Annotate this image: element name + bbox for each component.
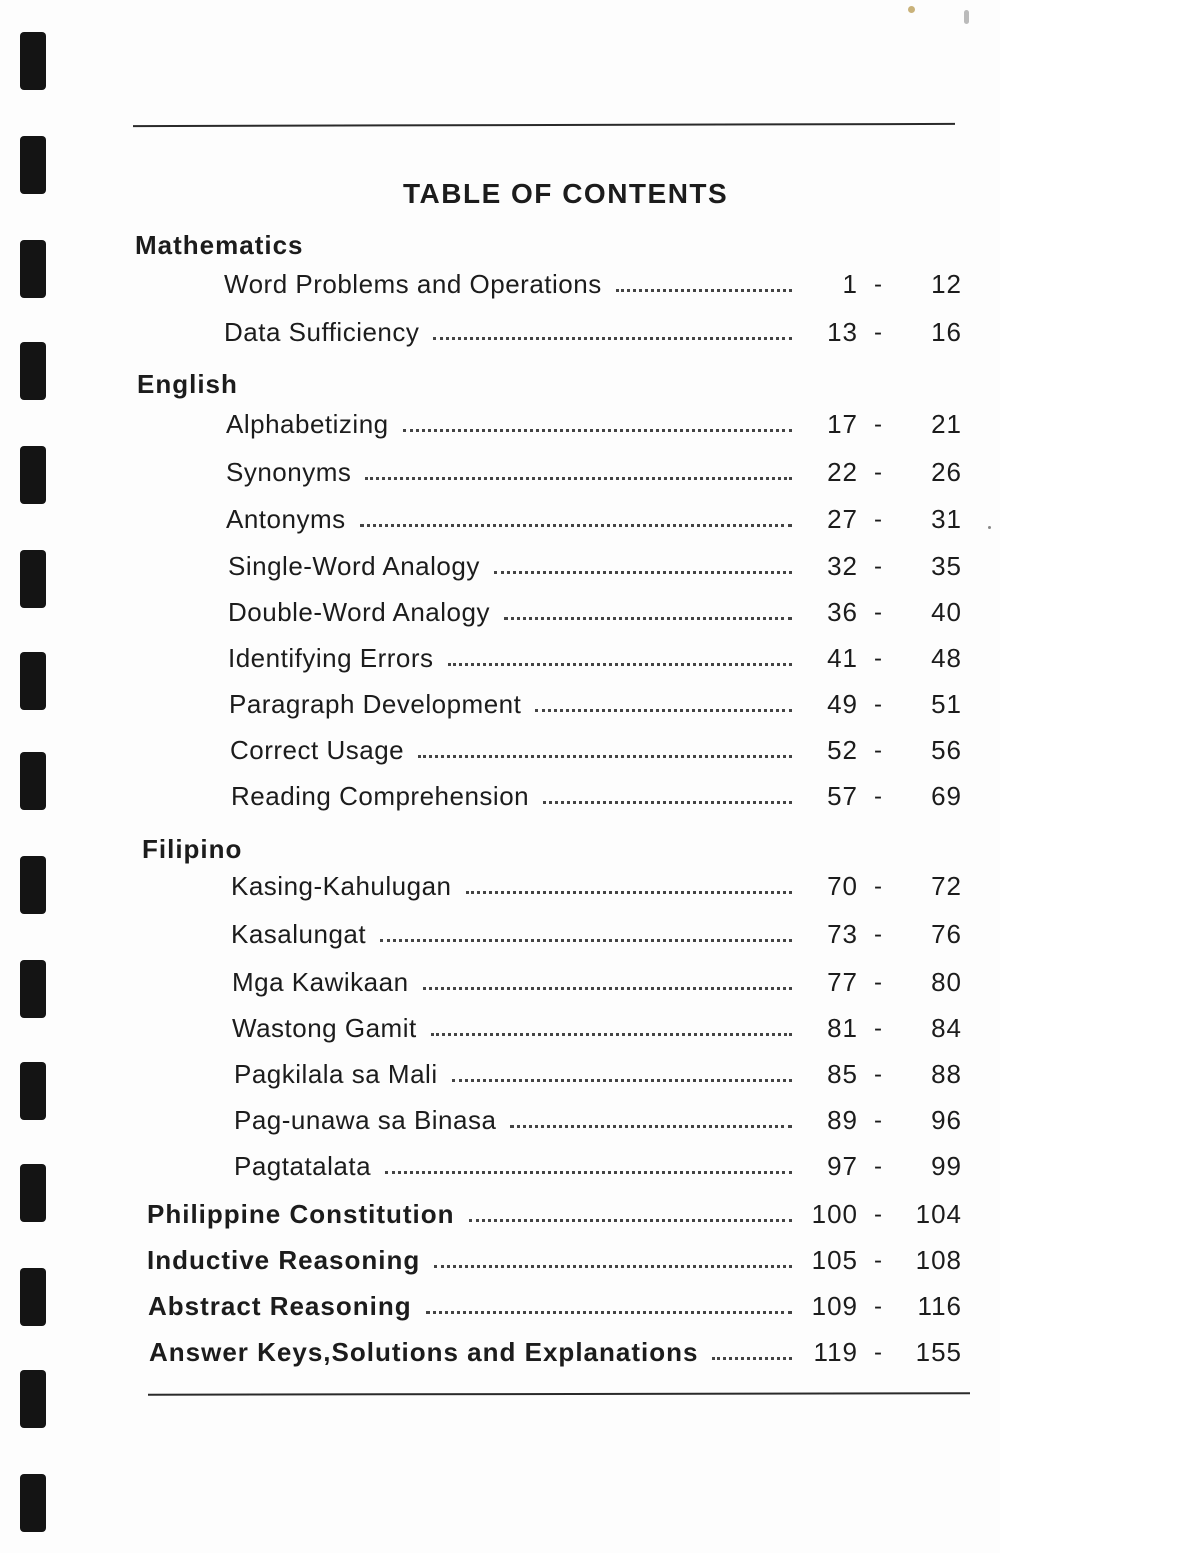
binding-hole [20,446,46,504]
binding-hole [20,1474,46,1532]
toc-entry [234,1150,800,1182]
dot-leader [616,289,792,292]
page-end: 84 [931,1013,962,1043]
toc-entry [232,966,800,998]
range-dash: - [874,1339,882,1366]
scan-speck [908,6,915,13]
dot-leader [712,1357,792,1360]
range-dash: - [874,506,882,533]
page-end: 69 [931,781,962,811]
range-dash: - [874,1153,882,1180]
section-heading: Filipino [142,834,243,864]
range-dash: - [874,1061,882,1088]
toc-entry-label: Kasing-Kahulugan [231,870,452,901]
toc-entry-label: Double-Word Analogy [228,596,490,627]
toc-entry-label: Paragraph Development [229,688,522,719]
page-start: 70 [827,871,858,901]
page-end: 80 [931,967,962,997]
toc-entry [228,642,800,674]
range-dash: - [874,783,882,810]
range-dash: - [874,1293,882,1320]
binding-hole [20,1164,46,1222]
page-start: 52 [827,735,858,765]
toc-entry-label: Correct Usage [230,734,405,765]
toc-entry-label: Answer Keys,Solutions and Explanations [149,1336,699,1367]
page-start: 73 [827,919,858,949]
toc-entry-label: Data Sufficiency [224,316,420,347]
toc-entry-label: Antonyms [226,503,346,534]
section-heading: English [137,369,238,399]
page-end: 99 [931,1151,962,1181]
dot-leader [494,571,792,574]
toc-entry [149,1336,800,1368]
page-start: 100 [811,1199,858,1229]
binding-hole [20,342,46,400]
toc-entry [230,734,800,766]
toc-entry [232,1012,800,1044]
spiral-binding [20,0,50,1553]
page-end: 35 [931,551,962,581]
dot-leader [433,337,792,340]
range-dash: - [874,319,882,346]
toc-entry-label: Synonyms [226,456,352,487]
page-start: 17 [827,409,858,439]
toc-entry-label: Identifying Errors [228,642,434,673]
range-dash: - [874,459,882,486]
dot-leader [452,1079,792,1082]
toc-entry-label: Pagtatalata [234,1150,372,1181]
toc-entry [234,1104,800,1136]
page-start: 81 [827,1013,858,1043]
page-end: 21 [931,409,962,439]
toc-entry-label: Reading Comprehension [231,780,530,811]
toc-entry-label: Word Problems and Operations [224,268,602,299]
page-end: 88 [931,1059,962,1089]
toc-entry-label: Abstract Reasoning [148,1290,412,1321]
page-end: 76 [931,919,962,949]
dot-leader [385,1171,792,1174]
page-end: 48 [931,643,962,673]
page-start: 57 [827,781,858,811]
dot-leader [365,477,792,480]
page-end: 155 [915,1337,962,1367]
section-heading: Mathematics [135,230,304,260]
toc-entry [148,1290,800,1322]
dot-leader [403,429,792,432]
page-end: 51 [931,689,962,719]
toc-entry-label: Philippine Constitution [147,1198,455,1229]
range-dash: - [874,1015,882,1042]
page-start: 105 [811,1245,858,1275]
dot-leader [380,939,792,942]
dot-leader [431,1033,792,1036]
toc-entry [147,1244,800,1276]
dot-leader [466,891,793,894]
range-dash: - [874,873,882,900]
dot-leader [448,663,792,666]
scan-speck [988,526,991,529]
dot-leader [423,987,792,990]
page-end: 31 [931,504,962,534]
toc-entry-label: Mga Kawikaan [232,966,409,997]
range-dash: - [874,1107,882,1134]
dot-leader [543,801,792,804]
page-end: 56 [931,735,962,765]
binding-hole [20,1370,46,1428]
dot-leader [434,1265,792,1268]
binding-hole [20,136,46,194]
page-title: TABLE OF CONTENTS [403,178,729,209]
toc-entry [226,456,800,488]
binding-hole [20,752,46,810]
binding-hole [20,960,46,1018]
page-start: 1 [842,269,858,299]
range-dash: - [874,1247,882,1274]
page-start: 85 [827,1059,858,1089]
page-start: 36 [827,597,858,627]
toc-entry-label: Inductive Reasoning [147,1244,421,1275]
page-start: 77 [827,967,858,997]
toc-entry-label: Alphabetizing [226,408,389,439]
range-dash: - [874,271,882,298]
page-start: 109 [811,1291,858,1321]
page-end: 26 [931,457,962,487]
toc-entry-label: Wastong Gamit [232,1012,417,1043]
toc-entry [147,1198,800,1230]
toc-entry [224,268,800,300]
binding-hole [20,240,46,298]
binding-hole [20,32,46,90]
page-start: 89 [827,1105,858,1135]
dot-leader [426,1311,792,1314]
toc-entry [234,1058,800,1090]
page-start: 13 [827,317,858,347]
dot-leader [510,1125,792,1128]
range-dash: - [874,411,882,438]
page-start: 97 [827,1151,858,1181]
page-end: 40 [931,597,962,627]
dot-leader [535,709,792,712]
toc-entry [228,550,800,582]
toc-entry [229,688,800,720]
toc-entry-label: Pagkilala sa Mali [234,1058,438,1089]
page-start: 49 [827,689,858,719]
scan-speck [964,10,969,24]
dot-leader [469,1219,792,1222]
toc-entry-label: Kasalungat [231,918,367,949]
binding-hole [20,550,46,608]
toc-entry-label: Pag-unawa sa Binasa [234,1104,497,1135]
range-dash: - [874,553,882,580]
dot-leader [360,524,792,527]
page-end: 12 [931,269,962,299]
binding-hole [20,1062,46,1120]
page-end: 116 [917,1291,962,1321]
range-dash: - [874,691,882,718]
page-end: 104 [915,1199,962,1229]
toc-entry [231,918,800,950]
range-dash: - [874,737,882,764]
binding-hole [20,1268,46,1326]
page-end: 108 [915,1245,962,1275]
toc-entry [231,870,800,902]
range-dash: - [874,645,882,672]
page-start: 27 [827,504,858,534]
page-start: 22 [827,457,858,487]
binding-hole [20,652,46,710]
range-dash: - [874,921,882,948]
range-dash: - [874,1201,882,1228]
toc-entry [228,596,800,628]
toc-entry [226,503,800,535]
page-end: 72 [931,871,962,901]
range-dash: - [874,599,882,626]
page-start: 32 [827,551,858,581]
page-start: 119 [813,1337,858,1367]
dot-leader [504,617,792,620]
page-start: 41 [827,643,858,673]
dot-leader [418,755,792,758]
toc-entry [224,316,800,348]
page-end: 16 [931,317,962,347]
toc-entry [226,408,800,440]
range-dash: - [874,969,882,996]
toc-entry [231,780,800,812]
toc-entry-label: Single-Word Analogy [228,550,480,581]
page-end: 96 [931,1105,962,1135]
binding-hole [20,856,46,914]
